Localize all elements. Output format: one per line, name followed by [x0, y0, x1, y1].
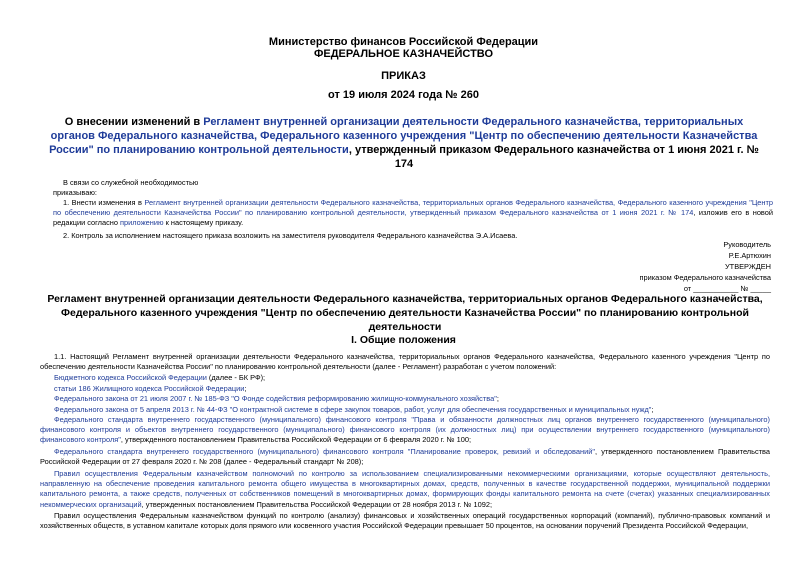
housing-code-suffix: ; — [244, 384, 247, 393]
approved-from-line: от ___________ № _____ — [683, 284, 771, 293]
law-44-link[interactable]: Федерального закона от 5 апреля 2013 г. № 44-ФЗ "О контрактной системе в сфере закупок товаров, работ, услуг для обеспечения государственных и муниципальных нужд" — [54, 405, 652, 414]
standard-208-link[interactable]: Федерального стандарта внутреннего государственного (муниципального) финансового контроля "Планирование проверок, ревизий и обследований" — [54, 447, 595, 456]
regulation-title: Регламент внутренней организации деятельности Федерального казначейства, территориальных органов Федерального казначейства, Федерального казенного учреждения "Центр по обеспечению деятельности Казначейства России" по планированию контрольной деятельности — [47, 293, 763, 333]
reference-budget-code — [40, 373, 784, 383]
rules-1092-link[interactable]: Правил осуществления Федеральным казначейством полномочий по контролю за использованием специализированными некоммерческими организациями, которые осуществляют деятельность, направленную на обеспечение проведения капитального ремонта общего имущества в многоквартирных домах, средств, полученных в качестве государственной поддержки, муниципальной поддержки капитального ремонта, а также средств, полученных от собственников помещений в многоквартирных домах, формирующих фонды капитального ремонта на счете (счетах) указанных специализированных некоммерческих организаций — [40, 469, 770, 509]
approved-label: УТВЕРЖДЕН — [724, 262, 771, 271]
standard-100-suffix: , утвержденного постановлением Правительства Российской Федерации от 6 февраля 2020 г. № 100; — [120, 435, 471, 445]
reference-law-44 — [40, 405, 784, 415]
rules-1092-suffix: , утвержденных постановлением Правительства Российской Федерации от 28 ноября 2013 г. № 1092; — [141, 499, 493, 509]
section-heading: I. Общие положения — [351, 334, 456, 346]
approved-by-order: приказом Федерального казначейства — [639, 273, 771, 282]
reference-rules-control: Правил осуществления Федеральным казначейством функций по контролю (анализу) финансовых и хозяйственных операций государственных корпораций (компаний), публично-правовых компаний и хозяйственных обществ, в уставном капитале которых доля прямого или косвенного участия Российской Федерации превышает 50 процентов, на основании поручений Президента Российской Федерации, — [40, 511, 770, 531]
reference-housing-code — [40, 384, 784, 394]
section-paragraph-1-1: 1.1. Настоящий Регламент внутренней организации деятельности Федерального казначейства, территориальных органов Федерального казначейства, Федерального казенного учреждения "Центр по обеспечению деятельности Казначейства России" по планированию контрольной деятельности (далее - Регламент) разработан с учетом положений: — [40, 352, 770, 372]
standard-208-suffix: , утвержденного постановлением Правительства Российской Федерации от 27 февраля 2020 г. № 208 (далее - Федеральный стандарт № 208); — [40, 447, 771, 467]
preamble-line2: приказываю: — [53, 188, 97, 197]
reference-standard-208 — [40, 447, 770, 467]
item1-regulation-link[interactable]: Регламент внутренней организации деятельности Федерального казначейства, территориальных органов Федерального казначейства, Федерального казенного учреждения "Центр по обеспечению деятельности Казначейства России" по планированию контрольной деятельности, утвержденный приказом Федерального казначейства от 1 июня 2021 г. № 174 — [53, 198, 773, 217]
title-prefix: О внесении изменений в — [64, 116, 204, 128]
ministry-name: Министерство финансов Российской Федерации — [268, 36, 539, 48]
standard-100-link[interactable]: Федерального стандарта внутреннего государственного (муниципального) финансового контроля "Права и обязанности должностных лиц органов внутреннего государственного (муниципального) финансового контроля и объектов внутреннего государственного (муниципального) финансового контроля (их должностных лиц) при осуществлении внутреннего государственного (муниципального) финансового контроля" — [40, 415, 770, 445]
item1-text-c: к настоящему приказу. — [163, 218, 244, 227]
document-date-number: от 19 июля 2024 года № 260 — [328, 89, 479, 101]
law-185-link[interactable]: Федерального закона от 21 июля 2007 г. № 185-ФЗ "О Фонде содействия реформированию жилищно-коммунального хозяйства" — [54, 394, 497, 403]
document-type: ПРИКАЗ — [381, 70, 426, 82]
law-44-suffix: ; — [651, 405, 654, 414]
reference-standard-100 — [40, 415, 770, 446]
reference-law-185 — [40, 394, 784, 404]
agency-name: ФЕДЕРАЛЬНОЕ КАЗНАЧЕЙСТВО — [313, 48, 494, 60]
order-item-2: 2. Контроль за исполнением настоящего приказа возложить на заместителя руководителя Федерального казначейства Э.А.Исаева. — [63, 231, 518, 240]
housing-code-link[interactable]: статьи 186 Жилищного кодекса Российской Федерации — [54, 384, 245, 393]
budget-code-suffix: (далее - БК РФ); — [206, 373, 266, 382]
item1-text-b: , изложив его в новой редакции согласно — [53, 208, 774, 227]
item1-appendix-link[interactable]: приложению — [120, 218, 164, 227]
budget-code-link[interactable]: Бюджетного кодекса Российской Федерации — [54, 373, 207, 382]
item1-text-a: 1. Внести изменения в — [63, 198, 145, 207]
order-item-1 — [53, 198, 773, 228]
signature-name: Р.Е.Артюхин — [728, 251, 771, 260]
title-suffix: приказом Федерального казначейства от 1 июня 2021 г. № 174 — [394, 144, 759, 170]
signature-role: Руководитель — [723, 240, 771, 249]
title-mid: , утвержденный — [348, 144, 440, 156]
reference-rules-1092 — [40, 469, 770, 510]
order-title — [44, 115, 764, 171]
title-regulation-link[interactable]: Регламент внутренней организации деятельности Федерального казначейства, территориальных органов Федерального казначейства, Федерального казенного учреждения "Центр по обеспечению деятельности Казначейства России" по планированию контрольной деятельности — [49, 116, 758, 156]
law-185-suffix: ; — [496, 394, 499, 403]
preamble-line1: В связи со служебной необходимостью — [63, 178, 199, 187]
